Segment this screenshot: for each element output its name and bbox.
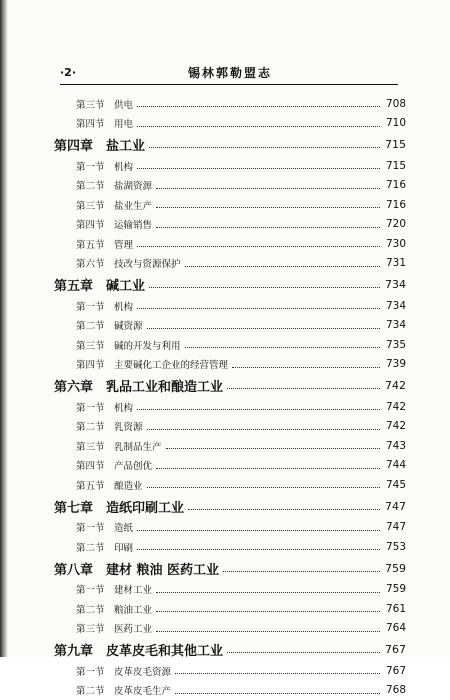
dot-leader: [147, 429, 380, 430]
section-title: 第二节 碱资源: [54, 318, 143, 332]
toc-section-row: [54, 316, 406, 336]
page-ref: 716: [384, 179, 406, 191]
toc-section-row: [54, 681, 406, 700]
toc-section-row: [54, 661, 406, 681]
toc-section-row: [54, 397, 406, 417]
section-title: 第二节 皮革皮毛生产: [54, 683, 171, 697]
page-ref: 745: [384, 479, 406, 491]
section-title: 第三节 医药工业: [54, 621, 152, 635]
dot-leader: [232, 367, 380, 368]
toc-section-row: [54, 94, 406, 114]
section-title: 第四节 主要碱化工企业的经营管理: [54, 357, 228, 371]
chapter-title: 第四章 盐工业: [54, 135, 145, 154]
page-ref: 715: [384, 160, 406, 172]
page-ref: 753: [384, 541, 406, 553]
page-ref: 767: [384, 665, 406, 677]
dot-leader: [156, 631, 380, 632]
page-ref: 742: [384, 379, 406, 392]
section-title: 第一节 机构: [54, 159, 133, 173]
toc-section-row: [54, 599, 406, 619]
toc-section-row: [54, 436, 406, 456]
dot-leader: [147, 328, 380, 329]
section-title: 第六节 技改与资源保护: [54, 256, 181, 270]
dot-leader: [137, 246, 380, 247]
dot-leader: [227, 652, 380, 653]
dot-leader: [137, 549, 380, 550]
section-title: 第三节 碱的开发与利用: [54, 338, 181, 352]
toc-section-row: [54, 475, 406, 495]
section-title: 第三节 盐业生产: [54, 198, 152, 212]
toc-chapter-row: [54, 638, 406, 661]
dot-leader: [223, 571, 380, 572]
header-rule: [60, 84, 398, 85]
toc-section-row: [54, 580, 406, 600]
section-title: 第三节 供电: [54, 97, 133, 111]
page-ref: 708: [384, 98, 406, 110]
toc-section-row: [54, 417, 406, 437]
page-ref: 761: [384, 603, 406, 615]
dot-leader: [175, 693, 380, 694]
section-title: 第二节 盐湖资源: [54, 178, 152, 192]
page-ref: 747: [384, 500, 406, 513]
toc-chapter-row: [54, 557, 406, 580]
page-ref: 743: [384, 440, 406, 452]
page-ref: 742: [384, 401, 406, 413]
toc-section-row: [54, 234, 406, 254]
toc-section-row: [54, 215, 406, 235]
chapter-title: 第八章 建材 粮油 医药工业: [54, 559, 219, 578]
page-ref: 747: [384, 521, 406, 533]
page-ref: 716: [384, 199, 406, 211]
section-title: 第二节 粮油工业: [54, 602, 152, 616]
toc-chapter-row: [54, 133, 406, 156]
page-ref: 735: [384, 339, 406, 351]
page-ref: 734: [384, 300, 406, 312]
toc-chapter-row: [54, 495, 406, 518]
section-title: 第五节 管理: [54, 237, 133, 251]
running-head: 锡林郭勒盟志: [58, 64, 402, 81]
section-title: 第五节 酿造业: [54, 478, 143, 492]
section-title: 第一节 造纸: [54, 520, 133, 534]
dot-leader: [156, 207, 380, 208]
page-ref: 759: [384, 583, 406, 595]
page-ref: 734: [384, 319, 406, 331]
page-header: [58, 64, 402, 86]
toc-section-row: [54, 355, 406, 375]
section-title: 第一节 机构: [54, 400, 133, 414]
page-ref: 767: [384, 643, 406, 656]
section-title: 第四节 运输销售: [54, 217, 152, 231]
chapter-title: 第七章 造纸印刷工业: [54, 497, 184, 516]
dot-leader: [156, 227, 380, 228]
table-of-contents: [54, 94, 406, 700]
page-ref: 742: [384, 420, 406, 432]
section-title: 第四节 用电: [54, 116, 133, 130]
page-ref: 730: [384, 238, 406, 250]
page-ref: 768: [384, 684, 406, 696]
toc-section-row: [54, 195, 406, 215]
section-title: 第四节 产品创优: [54, 458, 152, 472]
page-ref: 720: [384, 218, 406, 230]
section-title: 第三节 乳制品生产: [54, 439, 162, 453]
toc-chapter-row: [54, 273, 406, 296]
scan-edge-shadow: [0, 0, 8, 657]
dot-leader: [156, 468, 380, 469]
page-ref: 739: [384, 358, 406, 370]
chapter-title: 第五章 碱工业: [54, 275, 145, 294]
dot-leader: [137, 409, 380, 410]
dot-leader: [156, 592, 380, 593]
section-title: 第一节 建材工业: [54, 582, 152, 596]
section-title: 第二节 乳资源: [54, 419, 143, 433]
section-title: 第二节 印刷: [54, 540, 133, 554]
chapter-title: 第九章 皮革皮毛和其他工业: [54, 640, 223, 659]
dot-leader: [188, 509, 380, 510]
toc-section-row: [54, 456, 406, 476]
toc-chapter-row: [54, 374, 406, 397]
toc-section-row: [54, 335, 406, 355]
toc-section-row: [54, 176, 406, 196]
page-ref: 734: [384, 278, 406, 291]
page-ref: 715: [384, 138, 406, 151]
toc-section-row: [54, 518, 406, 538]
page-ref: 759: [384, 562, 406, 575]
section-title: 第一节 皮革皮毛资源: [54, 664, 171, 678]
toc-section-row: [54, 156, 406, 176]
dot-leader: [137, 308, 380, 309]
dot-leader: [147, 487, 380, 488]
dot-leader: [227, 388, 380, 389]
dot-leader: [137, 126, 380, 127]
dot-leader: [185, 347, 380, 348]
page-ref: 764: [384, 622, 406, 634]
dot-leader: [156, 611, 380, 612]
page-ref: 744: [384, 459, 406, 471]
page-ref: 731: [384, 257, 406, 269]
dot-leader: [166, 448, 380, 449]
dot-leader: [137, 530, 380, 531]
toc-section-row: [54, 537, 406, 557]
dot-leader: [175, 673, 380, 674]
toc-section-row: [54, 114, 406, 134]
dot-leader: [149, 147, 380, 148]
toc-section-row: [54, 619, 406, 639]
section-title: 第一节 机构: [54, 299, 133, 313]
dot-leader: [156, 188, 380, 189]
page-ref: 710: [384, 117, 406, 129]
toc-section-row: [54, 254, 406, 274]
dot-leader: [149, 287, 380, 288]
dot-leader: [137, 106, 380, 107]
toc-section-row: [54, 296, 406, 316]
chapter-title: 第六章 乳品工业和酿造工业: [54, 376, 223, 395]
dot-leader: [185, 266, 380, 267]
dot-leader: [137, 168, 380, 169]
page-number: ·2·: [60, 66, 76, 79]
